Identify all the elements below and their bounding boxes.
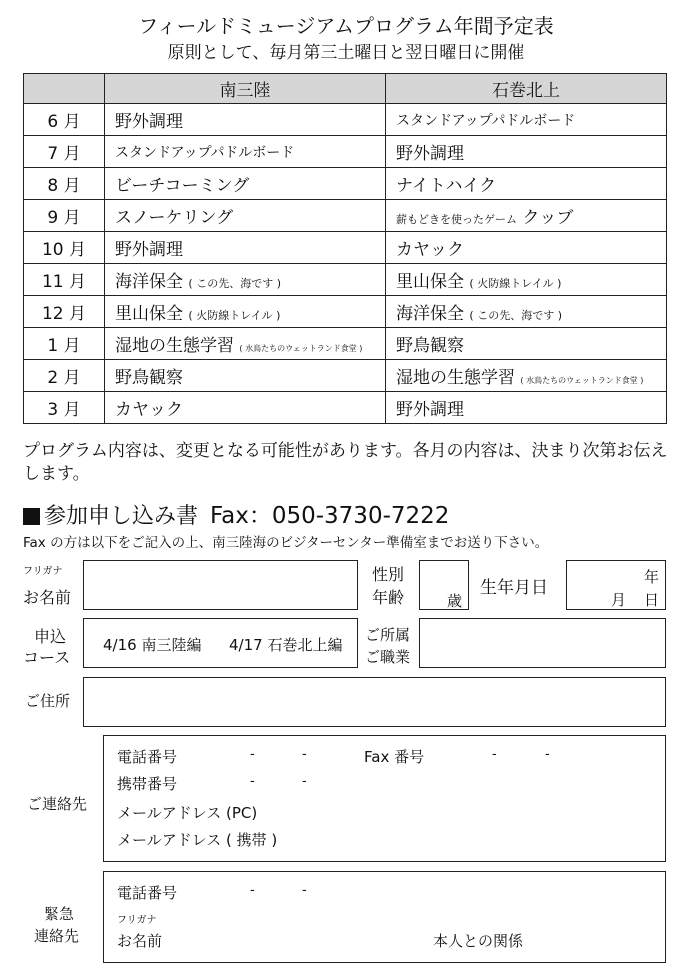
table-row — [24, 328, 667, 360]
age-label: 年齢 — [372, 588, 405, 607]
fax-number: Fax：050-3730-7222 — [210, 503, 450, 529]
cell-main: カヤック — [115, 400, 183, 420]
square-icon — [23, 508, 40, 525]
emergency-dash-2: - — [302, 883, 307, 898]
address-label: ご住所 — [25, 692, 71, 710]
emergency-name-label: お名前 — [117, 932, 163, 950]
month-cell: 7 月 — [24, 136, 105, 168]
cell-main: 野外調理 — [115, 112, 183, 132]
notice-text: プログラム内容は、変更となる可能性があります。各月の内容は、決まり次第お伝えします。 — [23, 441, 668, 484]
month-cell: 8 月 — [24, 168, 105, 200]
page-title: フィールドミュージアムプログラム年間予定表 — [138, 14, 554, 38]
minamisanriku-cell — [105, 328, 386, 360]
mobile-dash-2: - — [302, 774, 307, 789]
course-label-2: コース — [23, 648, 71, 667]
header-minamisanriku: 南三陸 — [105, 74, 386, 104]
minamisanriku-cell — [105, 296, 386, 328]
minamisanriku-cell — [105, 392, 386, 424]
table-row — [24, 200, 667, 232]
cell-main: 野外調理 — [115, 240, 183, 260]
emergency-phone-label: 電話番号 — [117, 884, 178, 902]
month-cell: 9 月 — [24, 200, 105, 232]
cell-main: 野鳥観察 — [115, 368, 183, 388]
emergency-furigana-label: フリガナ — [117, 915, 157, 926]
table-row — [24, 296, 667, 328]
ishinomaki-cell — [386, 360, 667, 392]
cell-note: ( この先、海です ) — [469, 309, 562, 322]
header-empty — [24, 74, 105, 104]
schedule-table — [23, 73, 667, 424]
emergency-label-1: 緊急 — [44, 905, 75, 923]
age-unit: 歳 — [447, 592, 463, 610]
table-header-row — [24, 74, 667, 104]
ishinomaki-cell — [386, 168, 667, 200]
cell-main: カヤック — [396, 240, 464, 260]
cell-main: スタンドアップパドルボード — [115, 144, 295, 161]
cell-note: 薪もどきを使ったゲーム — [396, 213, 517, 226]
table-row — [24, 168, 667, 200]
mobile-label: 携帯番号 — [117, 775, 178, 793]
ishinomaki-cell — [386, 200, 667, 232]
fax-dash-2: - — [545, 747, 550, 762]
ishinomaki-cell — [386, 328, 667, 360]
mobile-dash-1: - — [250, 774, 255, 789]
minamisanriku-cell — [105, 264, 386, 296]
month-cell: 6 月 — [24, 104, 105, 136]
cell-note: ( 水鳥たちのウェットランド食堂 ) — [520, 376, 644, 385]
cell-note: ( 火防線トレイル ) — [469, 277, 562, 290]
fax-dash-1: - — [492, 747, 497, 762]
cell-main: スノーケリング — [115, 208, 234, 228]
table-row — [24, 232, 667, 264]
phone-label: 電話番号 — [117, 748, 178, 766]
month-label: 月 — [611, 591, 627, 609]
month-cell: 1 月 — [24, 328, 105, 360]
minamisanriku-cell — [105, 360, 386, 392]
cell-main: 里山保全 — [396, 272, 464, 292]
table-row — [24, 136, 667, 168]
cell-main: 野鳥観察 — [396, 336, 464, 356]
ishinomaki-cell — [386, 232, 667, 264]
cell-main: スタンドアップパドルボード — [396, 112, 576, 129]
name-field[interactable] — [83, 560, 358, 610]
course-label-1: 申込 — [34, 627, 67, 646]
affiliation-label-1: ご所属 — [365, 626, 411, 644]
fax-label: Fax 番号 — [364, 748, 425, 766]
course-option-2[interactable]: 4/17 石巻北上編 — [229, 636, 343, 654]
minamisanriku-cell — [105, 168, 386, 200]
cell-main: ビーチコーミング — [115, 176, 250, 196]
ishinomaki-cell — [386, 136, 667, 168]
name-label: お名前 — [23, 588, 72, 607]
minamisanriku-cell — [105, 200, 386, 232]
header-ishinomaki: 石巻北上 — [386, 74, 667, 104]
instruction-text: Fax の方は以下をご記入の上、南三陸海のビジターセンター準備室までお送り下さい。 — [23, 535, 549, 551]
month-cell: 3 月 — [24, 392, 105, 424]
affiliation-field[interactable] — [419, 618, 666, 668]
contact-label: ご連絡先 — [27, 795, 88, 813]
email-mobile-label: メールアドレス ( 携帯 ) — [117, 831, 278, 849]
cell-main: 湿地の生態学習 — [115, 336, 234, 356]
year-label: 年 — [644, 568, 660, 586]
cell-main: ナイトハイク — [396, 176, 497, 196]
month-cell: 11 月 — [24, 264, 105, 296]
affiliation-label-2: ご職業 — [365, 648, 411, 666]
emergency-label-2: 連絡先 — [34, 927, 80, 945]
cell-note: ( 水鳥たちのウェットランド食堂 ) — [239, 344, 363, 353]
cell-main: クッブ — [522, 208, 574, 228]
birthdate-label: 生年月日 — [480, 578, 548, 598]
page-subtitle: 原則として、毎月第三土曜日と翌日曜日に開催 — [167, 43, 525, 63]
emergency-field[interactable] — [103, 871, 666, 963]
cell-main: 里山保全 — [115, 304, 183, 324]
table-row — [24, 360, 667, 392]
application-title: 参加申し込み書 — [44, 504, 199, 529]
table-row — [24, 104, 667, 136]
cell-main: 野外調理 — [396, 400, 464, 420]
table-row — [24, 392, 667, 424]
application-heading — [23, 497, 449, 530]
cell-main: 海洋保全 — [115, 272, 183, 292]
email-pc-label: メールアドレス (PC) — [117, 804, 258, 822]
cell-main: 湿地の生態学習 — [396, 368, 515, 388]
cell-note: ( 火防線トレイル ) — [188, 309, 281, 322]
relation-label: 本人との関係 — [433, 932, 524, 950]
minamisanriku-cell — [105, 232, 386, 264]
ishinomaki-cell — [386, 264, 667, 296]
gender-label: 性別 — [372, 565, 405, 584]
table-row — [24, 264, 667, 296]
ishinomaki-cell — [386, 392, 667, 424]
emergency-dash-1: - — [250, 883, 255, 898]
phone-dash-2: - — [302, 747, 307, 762]
minamisanriku-cell — [105, 136, 386, 168]
day-label: 日 — [644, 591, 660, 609]
cell-note: ( この先、海です ) — [188, 277, 281, 290]
month-cell: 2 月 — [24, 360, 105, 392]
cell-main: 野外調理 — [396, 144, 464, 164]
furigana-label: フリガナ — [23, 566, 63, 577]
minamisanriku-cell — [105, 104, 386, 136]
address-field[interactable] — [83, 677, 666, 727]
cell-main: 海洋保全 — [396, 304, 464, 324]
ishinomaki-cell — [386, 104, 667, 136]
ishinomaki-cell — [386, 296, 667, 328]
course-option-1[interactable]: 4/16 南三陸編 — [103, 636, 202, 654]
month-cell: 10 月 — [24, 232, 105, 264]
month-cell: 12 月 — [24, 296, 105, 328]
phone-dash-1: - — [250, 747, 255, 762]
